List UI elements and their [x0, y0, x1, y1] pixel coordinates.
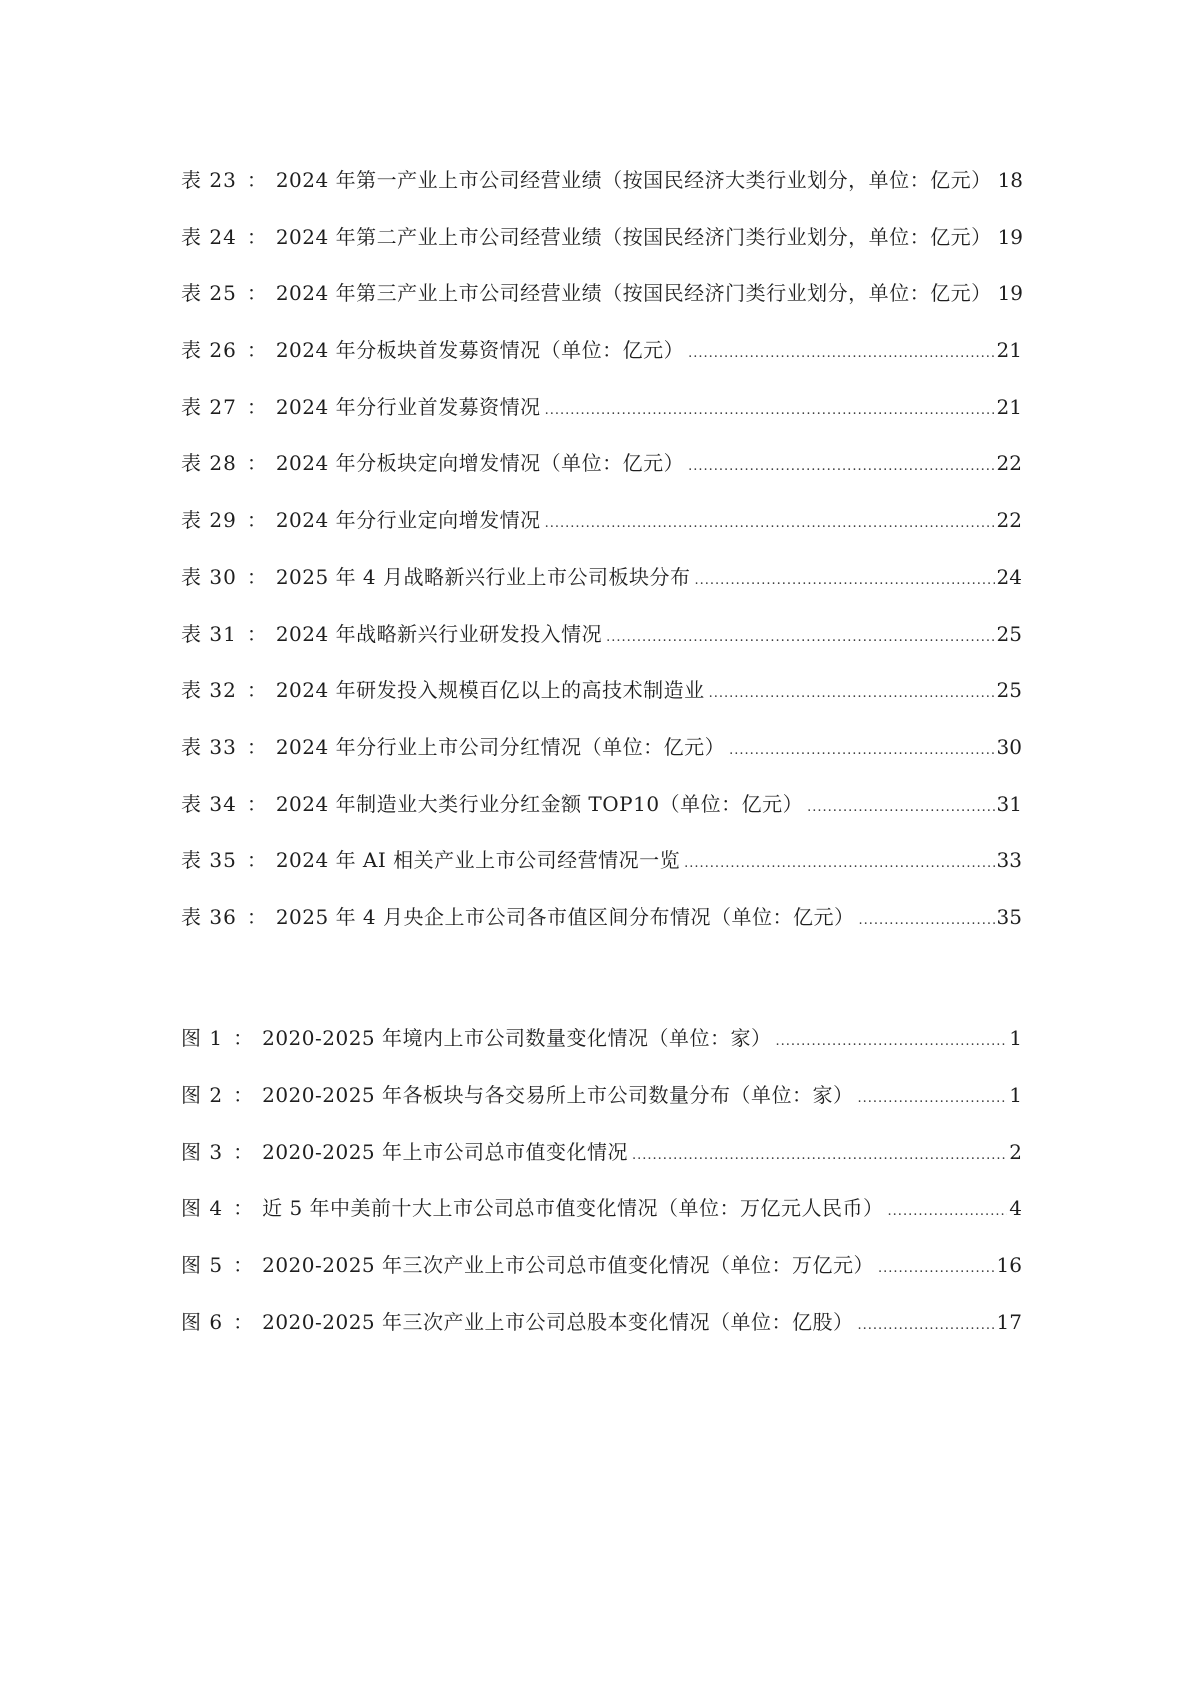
- entry-page-number: 21: [996, 394, 1022, 419]
- entry-label: 表 30: [181, 564, 237, 589]
- entry-page-number: 2: [1009, 1139, 1022, 1164]
- entry-label: 表 28: [181, 451, 237, 476]
- entry-label: 表 34: [181, 791, 237, 816]
- entry-page-number: 19: [997, 281, 1024, 306]
- entry-page-number: 35: [996, 904, 1022, 929]
- toc-table-entry[interactable]: [181, 788, 1022, 845]
- entry-page-number: 25: [996, 678, 1022, 703]
- entry-title: 2024 年第二产业上市公司经营业绩（按国民经济门类行业划分，单位：亿元）: [275, 224, 992, 249]
- entry-separator: ：: [246, 848, 267, 873]
- entry-title: 2025 年 4 月央企上市公司各市值区间分布情况（单位：亿元）: [275, 904, 855, 929]
- entry-title: 2024 年分行业定向增发情况: [275, 508, 541, 533]
- entry-separator: ：: [246, 791, 267, 816]
- entry-label: 表 26: [181, 338, 237, 363]
- dot-leader: [684, 856, 994, 871]
- entry-separator: ：: [233, 1253, 254, 1278]
- toc-table-entry[interactable]: [181, 164, 1022, 221]
- dot-leader: [776, 1034, 1008, 1049]
- entry-title: 2020-2025 年三次产业上市公司总股本变化情况（单位：亿股）: [262, 1309, 854, 1334]
- entry-page-number: 24: [996, 564, 1022, 589]
- table-of-contents-figures: [181, 1022, 1022, 1363]
- entry-label: 图 4: [181, 1196, 224, 1221]
- entry-separator: ：: [246, 734, 267, 759]
- toc-table-entry[interactable]: [181, 447, 1022, 504]
- entry-label: 图 1: [181, 1026, 224, 1050]
- entry-page-number: 31: [996, 791, 1022, 816]
- entry-title: 2020-2025 年境内上市公司数量变化情况（单位：家）: [262, 1026, 772, 1050]
- dot-leader: [878, 1261, 995, 1276]
- entry-title: 近 5 年中美前十大上市公司总市值变化情况（单位：万亿元人民币）: [262, 1196, 884, 1221]
- entry-title: 2024 年 AI 相关产业上市公司经营情况一览: [275, 848, 681, 873]
- entry-label: 表 23: [181, 168, 237, 192]
- entry-page-number: 22: [996, 451, 1022, 476]
- entry-page-number: 17: [996, 1309, 1022, 1334]
- toc-figure-entry[interactable]: [181, 1079, 1022, 1136]
- entry-title: 2024 年分行业首发募资情况: [275, 394, 541, 419]
- dot-leader: [688, 459, 994, 474]
- entry-title: 2020-2025 年三次产业上市公司总市值变化情况（单位：万亿元）: [262, 1253, 875, 1278]
- entry-title: 2020-2025 年各板块与各交易所上市公司数量分布（单位：家）: [262, 1082, 854, 1107]
- entry-separator: ：: [246, 168, 267, 192]
- toc-table-entry[interactable]: [181, 618, 1022, 675]
- entry-page-number: 1: [1009, 1082, 1022, 1107]
- toc-table-entry[interactable]: [181, 844, 1022, 901]
- toc-table-entry[interactable]: [181, 277, 1022, 334]
- toc-table-entry[interactable]: [181, 334, 1022, 391]
- dot-leader: [545, 403, 995, 418]
- entry-page-number: 21: [996, 338, 1022, 363]
- toc-table-entry[interactable]: [181, 391, 1022, 448]
- entry-title: 2024 年分板块首发募资情况（单位：亿元）: [275, 338, 685, 363]
- entry-page-number: 33: [996, 848, 1022, 873]
- entry-separator: ：: [246, 224, 267, 249]
- dot-leader: [688, 346, 994, 361]
- entry-page-number: 1: [1009, 1026, 1022, 1050]
- entry-title: 2024 年战略新兴行业研发投入情况: [275, 621, 603, 646]
- toc-table-entry[interactable]: [181, 561, 1022, 618]
- entry-label: 表 31: [181, 621, 237, 646]
- entry-page-number: 4: [1009, 1196, 1022, 1221]
- entry-separator: ：: [246, 904, 267, 929]
- entry-page-number: 19: [997, 224, 1024, 249]
- entry-separator: ：: [246, 508, 267, 533]
- toc-figure-entry[interactable]: [181, 1136, 1022, 1193]
- entry-title: 2024 年分板块定向增发情况（单位：亿元）: [275, 451, 685, 476]
- entry-title: 2024 年制造业大类行业分红金额 TOP10（单位：亿元）: [275, 791, 804, 816]
- entry-label: 图 5: [181, 1253, 224, 1278]
- entry-label: 表 33: [181, 734, 237, 759]
- entry-label: 图 2: [181, 1082, 224, 1107]
- toc-table-entry[interactable]: [181, 674, 1022, 731]
- entry-label: 图 3: [181, 1139, 224, 1164]
- entry-separator: ：: [233, 1139, 254, 1164]
- entry-label: 表 25: [181, 281, 237, 306]
- entry-label: 表 27: [181, 394, 237, 419]
- dot-leader: [545, 516, 995, 531]
- entry-label: 表 35: [181, 848, 237, 873]
- entry-separator: ：: [246, 564, 267, 589]
- entry-label: 表 32: [181, 678, 237, 703]
- dot-leader: [606, 630, 994, 645]
- entry-separator: ：: [233, 1309, 254, 1334]
- entry-page-number: 22: [996, 508, 1022, 533]
- dot-leader: [729, 743, 994, 758]
- dot-leader: [632, 1148, 1007, 1163]
- entry-separator: ：: [246, 338, 267, 363]
- entry-separator: ：: [233, 1082, 254, 1107]
- entry-separator: ：: [246, 451, 267, 476]
- dot-leader: [709, 686, 995, 701]
- table-of-contents-tables: [181, 164, 1022, 958]
- entry-title: 2024 年第一产业上市公司经营业绩（按国民经济大类行业划分，单位：亿元）: [275, 168, 992, 192]
- toc-table-entry[interactable]: [181, 504, 1022, 561]
- entry-separator: ：: [246, 678, 267, 703]
- entry-label: 表 29: [181, 508, 237, 533]
- entry-title: 2025 年 4 月战略新兴行业上市公司板块分布: [275, 564, 691, 589]
- dot-leader: [807, 800, 994, 815]
- entry-title: 2020-2025 年上市公司总市值变化情况: [262, 1139, 629, 1164]
- toc-table-entry[interactable]: [181, 221, 1022, 278]
- toc-table-entry[interactable]: [181, 901, 1022, 958]
- entry-separator: ：: [233, 1026, 254, 1050]
- dot-leader: [858, 1091, 1008, 1106]
- toc-figure-entry[interactable]: [181, 1249, 1022, 1306]
- entry-separator: ：: [246, 281, 267, 306]
- entry-title: 2024 年研发投入规模百亿以上的高技术制造业: [275, 678, 705, 703]
- entry-title: 2024 年分行业上市公司分红情况（单位：亿元）: [275, 734, 726, 759]
- toc-table-entry[interactable]: [181, 731, 1022, 788]
- entry-label: 图 6: [181, 1309, 224, 1334]
- entry-page-number: 30: [996, 734, 1022, 759]
- dot-leader: [888, 1204, 1008, 1219]
- entry-label: 表 36: [181, 904, 237, 929]
- dot-leader: [858, 1318, 995, 1333]
- entry-page-number: 18: [997, 168, 1024, 192]
- entry-page-number: 16: [996, 1253, 1022, 1278]
- entry-separator: ：: [246, 621, 267, 646]
- entry-separator: ：: [233, 1196, 254, 1221]
- entry-label: 表 24: [181, 224, 237, 249]
- entry-page-number: 25: [996, 621, 1022, 646]
- toc-figure-entry[interactable]: [181, 1022, 1022, 1079]
- entry-title: 2024 年第三产业上市公司经营业绩（按国民经济门类行业划分，单位：亿元）: [275, 281, 992, 306]
- entry-separator: ：: [246, 394, 267, 419]
- dot-leader: [695, 573, 995, 588]
- dot-leader: [859, 913, 995, 928]
- toc-figure-entry[interactable]: [181, 1306, 1022, 1363]
- toc-figure-entry[interactable]: [181, 1192, 1022, 1249]
